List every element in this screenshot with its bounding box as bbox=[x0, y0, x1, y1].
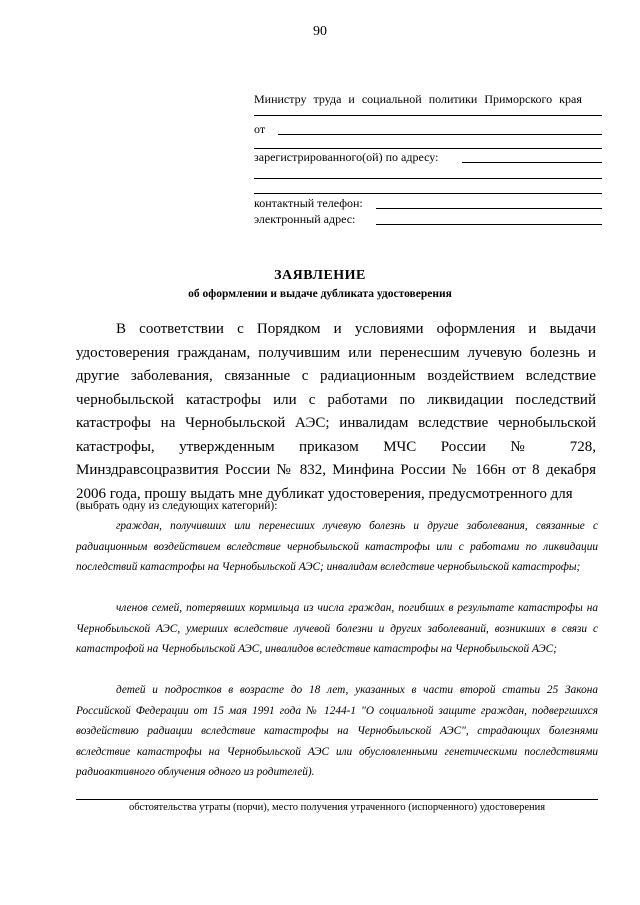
phone-field[interactable] bbox=[376, 208, 602, 209]
from-name-line-2[interactable] bbox=[254, 148, 602, 149]
addressee-line: Министру труда и социальной политики Приморского края bbox=[254, 92, 582, 106]
category-option-3[interactable]: детей и подростков в возрасте до 18 лет, указанных в части второй статьи 25 Закона Российской Федерации от 15 мая 1991 года № 1244-1 "О социальной защите граждан, подвергшихся воздействию радиации вследствие катастрофы на Чернобыльской АЭС", страдающих болезнями вследствие катастрофы на Чернобыльской АЭС или обусловленными генетическими последствиями радиоактивного облучения одного из родителей). bbox=[76, 684, 598, 778]
from-label: от bbox=[254, 122, 266, 136]
address-field[interactable] bbox=[462, 162, 602, 163]
address-line-2[interactable] bbox=[254, 178, 602, 179]
loss-circumstances-field[interactable] bbox=[76, 799, 598, 800]
main-paragraph: В соответствии с Порядком и условиями оформления и выдачи удостоверения гражданам, получившим или перенесшим лучевую болезнь и другие заболевания, связанные с радиационным воздействием вследствие чернобыльской катастрофы или с работами по ликвидации последствий катастрофы на Чернобыльской АЭС; инвалидам вследствие чернобыльской катастрофы, утвержденным приказом МЧС России № 728, Минздравсоцразвития России № 832, Минфина России № 166н от 8 декабря 2006 года, прошу выдать мне дубликат удостоверения, предусмотренного для bbox=[76, 321, 596, 502]
document-subtitle: об оформлении и выдаче дубликата удостоверения bbox=[188, 288, 452, 300]
from-name-field[interactable] bbox=[278, 134, 602, 135]
email-field[interactable] bbox=[376, 224, 602, 225]
addressee-underline bbox=[254, 115, 602, 116]
page-number: 90 bbox=[313, 24, 327, 39]
choose-category-note: (выбрать одну из следующих категорий): bbox=[76, 500, 278, 512]
category-option-2[interactable]: членов семей, потерявших кормильца из числа граждан, погибших в результате катастрофы на Чернобыльской АЭС, умерших вследствие лучевой болезни и других заболеваний, возникших в связи с катастрофой на Чернобыльской АЭС, инвалидов вследствие катастрофы на Чернобыльской АЭС; bbox=[76, 602, 598, 655]
phone-label: контактный телефон: bbox=[254, 196, 363, 210]
registered-address-label: зарегистрированного(ой) по адресу: bbox=[254, 150, 439, 164]
category-option-1[interactable]: граждан, получивших или перенесших лучевую болезнь и другие заболевания, связанные с радиационным воздействием вследствие чернобыльской катастрофы или с работами по ликвидации последствий катастрофы на Чернобыльской АЭС; инвалидам вследствие чернобыльской катастрофы; bbox=[76, 520, 598, 573]
address-line-3[interactable] bbox=[254, 193, 602, 194]
loss-circumstances-caption: обстоятельства утраты (порчи), место получения утраченного (испорченного) удостоверения bbox=[128, 802, 546, 813]
email-label: электронный адрес: bbox=[254, 212, 356, 226]
document-title: ЗАЯВЛЕНИЕ bbox=[274, 268, 366, 283]
